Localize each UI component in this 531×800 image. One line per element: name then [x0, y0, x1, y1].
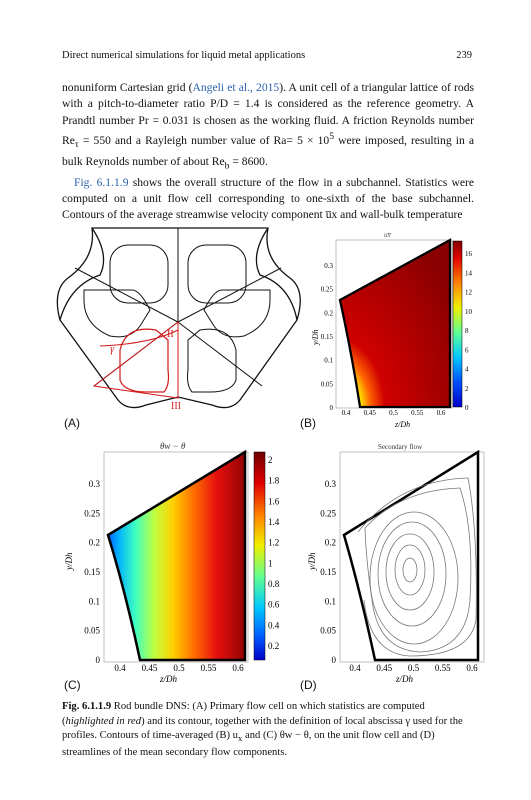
colorbar-tick-label: 2 — [465, 384, 469, 393]
y-tick-label: 0.1 — [324, 596, 336, 607]
panel-a-mark-ii: II — [167, 329, 174, 340]
x-tick-label: 0.5 — [407, 663, 420, 673]
y-tick-label: 0.2 — [88, 537, 100, 548]
caption-sub-x: x — [237, 733, 243, 744]
panel-d — [340, 443, 484, 662]
running-header-title: Direct numerical simulations for liquid metal applications — [62, 50, 306, 61]
caption-text-3: and (C) θw − θ, on the unit flow cell and (D) streamlines of the mean secondary flow components. — [62, 730, 435, 758]
panel-c — [104, 441, 265, 662]
panel-b-title: ux̅ — [384, 231, 391, 239]
y-tick-label: 0 — [95, 655, 100, 665]
colorbar-tick-label: 1.2 — [268, 537, 280, 548]
colorbar-tick-label: 0.6 — [268, 599, 280, 610]
x-tick-label: 0.4 — [114, 663, 126, 673]
panel-b-label: (B) — [300, 416, 316, 430]
panel-c-ylabel: y/Dh — [64, 552, 74, 570]
y-tick-label: 0.25 — [84, 508, 100, 519]
colorbar-tick-label: 1.4 — [268, 517, 280, 527]
p1-text-c: = 550 and a Rayleigh number value of Ra= 5 × 10 — [78, 134, 330, 148]
y-tick-label: 0.15 — [320, 333, 333, 341]
x-tick-label: 0.5 — [173, 663, 185, 673]
colorbar-tick-label: 12 — [465, 288, 472, 297]
p1-sup-exp: 5 — [329, 131, 335, 143]
colorbar-tick-label: 1.8 — [268, 475, 280, 486]
caption-text-2: ) and its contour, together with the definition of local abscissa γ used for the profiles. Contours of time-averaged (B) u — [62, 715, 463, 741]
caption-text-1: Rod bundle DNS: (A) Primary flow cell on which statistics are computed ( — [62, 701, 425, 727]
x-tick-label: 0.45 — [363, 409, 376, 417]
citation-link[interactable]: Angeli et al., 2015 — [192, 81, 280, 94]
p2-ux: u̅x — [325, 208, 338, 222]
colorbar-tick-label: 14 — [465, 269, 472, 278]
panel-a-mark-gamma: γ — [110, 343, 115, 355]
y-tick-label: 0.15 — [320, 567, 336, 577]
caption-fig-number: Fig. 6.1.1.9 — [62, 701, 112, 712]
panel-d-label: (D) — [300, 678, 317, 692]
p1-text-a: nonuniform Cartesian grid ( — [62, 81, 193, 94]
x-tick-label: 0.4 — [349, 663, 361, 673]
y-tick-label: 0.25 — [320, 285, 333, 294]
x-tick-label: 0.55 — [434, 663, 451, 673]
panel-b-xlabel: z/Dh — [395, 420, 411, 429]
panel-c-xlabel: z/Dh — [160, 674, 178, 684]
x-tick-label: 0.55 — [411, 409, 424, 417]
y-tick-label: 0.15 — [84, 567, 100, 577]
figure-caption — [62, 700, 476, 760]
y-tick-label: 0.05 — [320, 625, 336, 636]
figure-ref-link[interactable]: Fig. 6.1.1.9 — [74, 175, 129, 189]
panel-d-title: Secondary flow — [378, 443, 423, 451]
y-tick-label: 0 — [331, 655, 336, 665]
p1-sub-b: b — [224, 160, 230, 172]
panel-a-label: (A) — [64, 416, 80, 430]
panel-c-label: (C) — [64, 678, 81, 692]
x-tick-label: 0.45 — [376, 663, 393, 673]
colorbar-tick-label: 16 — [465, 250, 472, 258]
x-tick-label: 0.4 — [341, 409, 351, 417]
colorbar-tick-label: 10 — [465, 307, 472, 316]
y-tick-label: 0.05 — [320, 380, 333, 389]
colorbar-tick-label: 0 — [465, 404, 469, 412]
y-tick-label: 0.25 — [320, 508, 336, 519]
x-tick-label: 0.5 — [389, 409, 398, 417]
x-tick-label: 0.55 — [200, 663, 217, 673]
y-tick-label: 0.1 — [88, 596, 100, 607]
panel-c-colorbar — [254, 452, 265, 660]
panel-b-ylabel: y/Dh — [311, 329, 320, 345]
colorbar-tick-label: 0.8 — [268, 579, 280, 589]
y-tick-label: 0.3 — [88, 479, 100, 489]
colorbar-tick-label: 6 — [465, 346, 469, 355]
panel-b — [336, 231, 462, 408]
panel-b-colorbar — [453, 241, 462, 407]
colorbar-tick-label: 2 — [268, 455, 273, 465]
y-tick-label: 0.3 — [324, 262, 333, 270]
colorbar-tick-label: 4 — [465, 365, 469, 374]
y-tick-label: 0.3 — [324, 479, 336, 489]
colorbar-tick-label: 0.4 — [268, 620, 280, 631]
p1-sub-tau: τ — [74, 139, 79, 151]
panel-b-colorbar-ticks — [465, 250, 473, 412]
y-tick-label: 0.1 — [324, 356, 333, 365]
panel-d-xlabel: z/Dh — [396, 674, 414, 684]
colorbar-tick-label: 1.6 — [268, 496, 280, 507]
panel-c-title: θw − θ — [160, 441, 186, 451]
p1-text-d: were imposed, resulting in a bulk Reynolds number of about Re — [62, 134, 474, 168]
y-tick-label: 0.2 — [324, 309, 333, 318]
panel-a-lattice — [57, 228, 300, 408]
caption-highlight: highlighted in red — [65, 715, 142, 727]
panel-a-mark-iii: III — [171, 401, 181, 412]
p1-text-e: = 8600. — [229, 154, 268, 168]
y-tick-label: 0.05 — [84, 625, 100, 636]
panel-d-ylabel: y/Dh — [307, 552, 317, 570]
colorbar-tick-label: 1 — [268, 558, 273, 569]
x-tick-label: 0.45 — [141, 663, 158, 673]
y-tick-label: 0 — [329, 404, 333, 412]
p1-text-b: ). A unit cell of a triangular lattice of rods with a pitch-to-diameter ratio P/D = 1.4 is considered as the reference geometry. A Prandtl number Pr = 0.031 is chosen as the working fluid. A friction Reynolds number Re — [62, 81, 474, 148]
x-tick-label: 0.6 — [232, 663, 244, 673]
panel-c-colorbar-ticks — [268, 455, 280, 651]
p2-text-a: shows the overall structure of the flow in a subchannel. Statistics were computed on a unit flow cell corresponding to one-sixth of the base subchannel. Contours of the average streamwise velocity component — [62, 175, 474, 222]
x-tick-label: 0.6 — [436, 409, 446, 417]
colorbar-tick-label: 0.2 — [268, 641, 280, 651]
colorbar-tick-label: 8 — [465, 327, 469, 335]
p2-text-b: and wall-bulk temperature — [337, 208, 463, 222]
x-tick-label: 0.6 — [466, 663, 478, 673]
y-tick-label: 0.2 — [324, 537, 336, 548]
page-number: 239 — [456, 50, 472, 61]
